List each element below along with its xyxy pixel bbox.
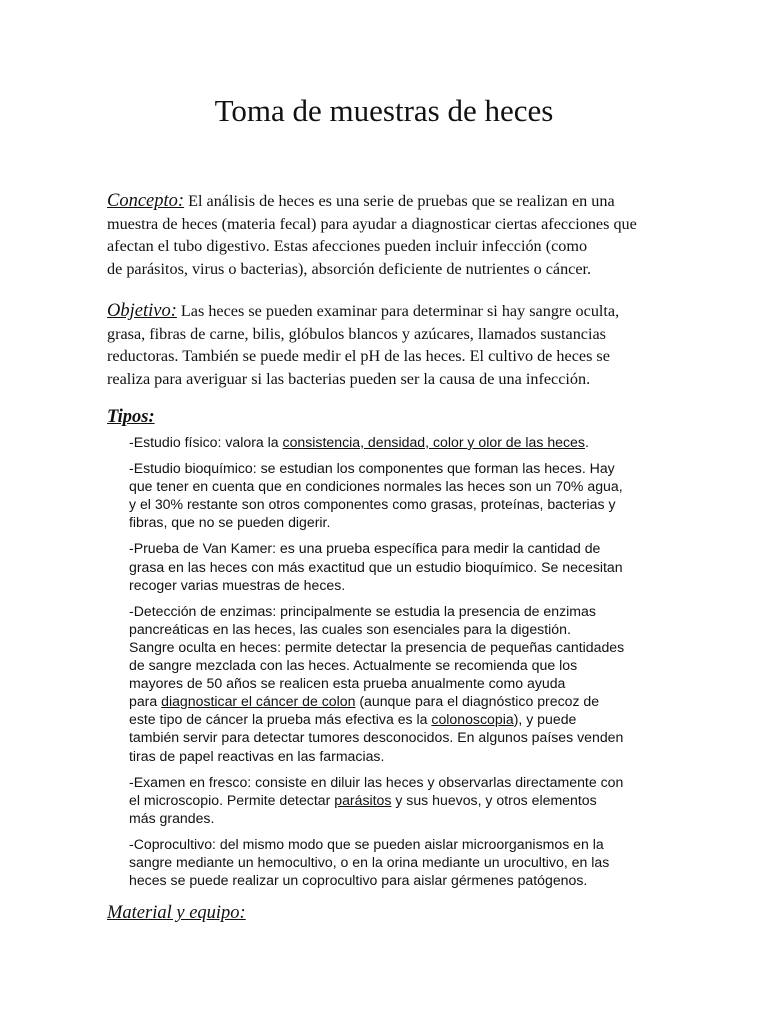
list-line: este tipo de cáncer la prueba más efectiva es la colonoscopia), y puede (129, 711, 577, 728)
link-parasitos[interactable]: parásitos (334, 791, 392, 808)
list-line: para diagnosticar el cáncer de colon (aunque para el diagnóstico precoz de (129, 693, 600, 710)
concepto-paragraph (107, 190, 667, 280)
tipo-coprocultivo (129, 835, 669, 889)
concepto-line (107, 190, 667, 213)
tipo-estudio-bioquimico (129, 459, 669, 531)
list-line: grasa en las heces con más exactitud que un estudio bioquímico. Se necesitan (129, 558, 623, 575)
list-line: tiras de papel reactivas en las farmacias. (129, 747, 385, 764)
list-line: mayores de 50 años se realicen esta prueba anualmente como ayuda (129, 675, 566, 692)
concepto-text: El análisis de heces es una serie de pruebas que se realizan en una (188, 192, 615, 210)
list-line: que tener en cuenta que en condiciones normales las heces son un 70% agua, (129, 478, 623, 495)
list-line: Sangre oculta en heces: permite detectar la presencia de pequeñas cantidades (129, 638, 625, 655)
list-line: -Prueba de Van Kamer: es una prueba específica para medir la cantidad de (129, 540, 601, 557)
page-title: Toma de muestras de heces (214, 93, 554, 128)
tipos-heading: Tipos: (107, 407, 155, 427)
list-line: pancreáticas en las heces, las cuales son esenciales para la digestión. (129, 620, 571, 637)
link-diagnosticar-cancer-colon[interactable]: diagnosticar el cáncer de colon (161, 693, 356, 710)
tipo-deteccion-enzimas (129, 602, 669, 765)
list-line: -Examen en fresco: consiste en diluir las heces y observarlas directamente con (129, 773, 624, 790)
list-line: y el 30% restante son otros componentes como grasas, proteínas, bacterias y (129, 496, 616, 513)
objetivo-line: grasa, fibras de carne, bilis, glóbulos blancos y azúcares, llamados sustancias (107, 324, 606, 343)
list-line: recoger varias muestras de heces. (129, 576, 346, 593)
objetivo-label: Objetivo: (107, 301, 177, 321)
objetivo-line: realiza para averiguar si las bacterias pueden ser la causa de una infección. (107, 369, 591, 388)
objetivo-line: reductoras. También se puede medir el pH de las heces. El cultivo de heces se (107, 347, 610, 365)
objetivo-text: Las heces se pueden examinar para determinar si hay sangre oculta, (180, 302, 620, 320)
tipo-van-kamer (129, 539, 669, 593)
list-line: de sangre mezclada con las heces. Actualmente se recomienda que los (129, 657, 578, 674)
concepto-label: Concepto: (107, 191, 185, 211)
tipo-estudio-fisico (129, 433, 669, 451)
tipos-list (129, 433, 669, 889)
list-line: -Coprocultivo: del mismo modo que se pueden aislar microorganismos en la (129, 835, 604, 852)
list-line: heces se puede realizar un coprocultivo para aislar gérmenes patógenos. (129, 872, 588, 889)
list-line: más grandes. (129, 809, 215, 826)
objetivo-line (107, 300, 667, 323)
list-line: -Estudio físico: valora la consistencia, densidad, color y olor de las heces. (129, 434, 589, 450)
concepto-line: afectan el tubo digestivo. Estas afecciones pueden incluir infección (como (107, 237, 588, 255)
list-line: también servir para detectar tumores desconocidos. En algunos países venden (129, 729, 624, 746)
link-colonoscopia[interactable]: colonoscopia (431, 711, 514, 728)
link-consistencia[interactable]: consistencia, densidad, color y olor de las heces (282, 434, 585, 450)
list-line: -Estudio bioquímico: se estudian los componentes que forman las heces. Hay (129, 460, 615, 477)
material-equipo-heading: Material y equipo: (107, 903, 246, 923)
tipo-examen-fresco (129, 773, 669, 827)
concepto-line: de parásitos, virus o bacterias), absorción deficiente de nutrientes o cáncer. (107, 259, 592, 278)
objetivo-paragraph (107, 300, 667, 390)
list-line: el microscopio. Permite detectar parásitos y sus huevos, y otros elementos (129, 791, 597, 808)
list-line: -Detección de enzimas: principalmente se estudia la presencia de enzimas (129, 602, 596, 619)
concepto-line: muestra de heces (materia fecal) para ayudar a diagnosticar ciertas afecciones que (107, 214, 637, 233)
list-line: sangre mediante un hemocultivo, o en la orina mediante un urocultivo, en las (129, 853, 610, 870)
list-line: fibras, que no se pueden digerir. (129, 514, 331, 531)
